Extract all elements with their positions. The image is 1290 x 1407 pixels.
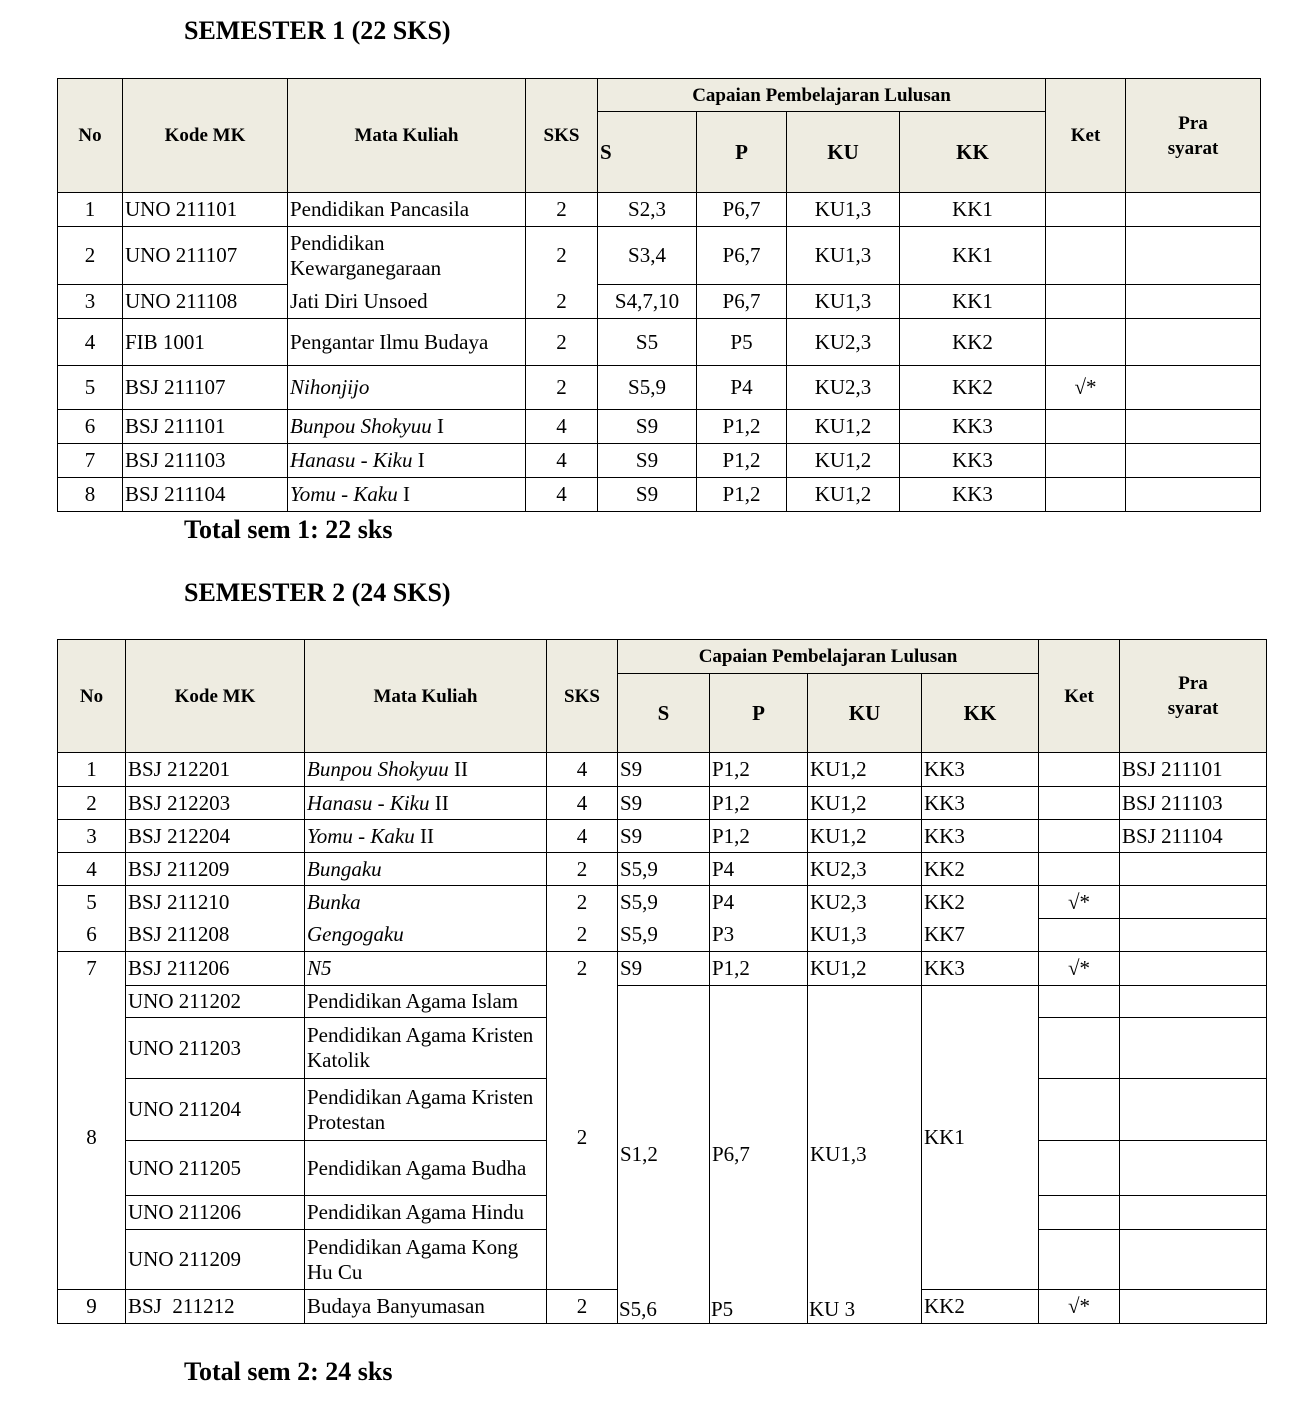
cell-kk: KK3 xyxy=(922,820,1039,853)
cell-s: S5 xyxy=(598,319,697,366)
cell-s: S3,4 xyxy=(598,227,697,285)
cell-pra xyxy=(1126,478,1261,512)
cell-s: S1,2 xyxy=(618,986,710,1324)
header-cpl: Capaian Pembelajaran Lulusan xyxy=(618,640,1039,674)
cell-no: 6 xyxy=(58,410,123,444)
cell-ku: KU1,3 xyxy=(787,227,900,285)
cell-kk: KK7 xyxy=(922,919,1039,952)
cell-mk: N5 xyxy=(305,952,547,986)
semester-2-heading: SEMESTER 2 (24 SKS) xyxy=(184,578,451,607)
cell-ket xyxy=(1039,986,1120,1018)
cell-kode: UNO 211205 xyxy=(126,1141,305,1196)
cell-kode: BSJ 211206 xyxy=(126,952,305,986)
header-kk: KK xyxy=(922,674,1039,753)
cell-kode: BSJ 211107 xyxy=(123,366,288,410)
cell-sks: 4 xyxy=(547,820,618,853)
cell-p: P1,2 xyxy=(710,753,808,787)
semester-1-table xyxy=(57,78,1261,512)
cell-ku: KU1,2 xyxy=(787,444,900,478)
mk-suffix: I xyxy=(431,414,444,438)
header-mata-kuliah: Mata Kuliah xyxy=(288,79,526,193)
cell-ku: KU1,2 xyxy=(787,410,900,444)
cell-mk: Pendidikan Agama Kristen Protestan xyxy=(305,1079,547,1141)
cell-s: S4,7,10 xyxy=(598,285,697,319)
cell-ket xyxy=(1046,444,1126,478)
row9-p-value: P5 xyxy=(711,1297,734,1321)
cell-kk: KK3 xyxy=(900,444,1046,478)
mk-suffix: I xyxy=(412,448,425,472)
cell-pra xyxy=(1120,1196,1267,1230)
cell-mk xyxy=(305,787,547,820)
table-row xyxy=(58,952,1267,986)
cell-pra xyxy=(1126,319,1261,366)
cell-sks: 2 xyxy=(526,285,598,319)
table-row xyxy=(58,787,1267,820)
cell-pra xyxy=(1126,444,1261,478)
cell-kode: UNO 211101 xyxy=(123,193,288,227)
cell-ku: KU2,3 xyxy=(787,366,900,410)
cell-pra xyxy=(1120,919,1267,952)
header-kode-mk: Kode MK xyxy=(126,640,305,753)
cell-no: 7 xyxy=(58,444,123,478)
cell-kk: KK1 xyxy=(922,986,1039,1290)
cell-ket xyxy=(1039,1196,1120,1230)
cell-pra xyxy=(1120,1290,1267,1324)
cell-kode: BSJ 211209 xyxy=(126,853,305,886)
cell-pra xyxy=(1120,986,1267,1018)
header-p: P xyxy=(710,674,808,753)
cell-mk: Budaya Banyumasan xyxy=(305,1290,547,1324)
cell-ket xyxy=(1039,820,1120,853)
cell-ket xyxy=(1039,1018,1120,1079)
cell-sks: 2 xyxy=(526,193,598,227)
cell-p: P3 xyxy=(710,919,808,952)
table-row xyxy=(58,853,1267,886)
cell-s: S9 xyxy=(598,478,697,512)
cell-ket: √* xyxy=(1039,886,1120,919)
cell-no: 1 xyxy=(58,193,123,227)
cell-mk: Pendidikan Agama Kong Hu Cu xyxy=(305,1230,547,1290)
cell-ku: KU1,2 xyxy=(787,478,900,512)
cell-p: P1,2 xyxy=(710,952,808,986)
cell-kk: KK2 xyxy=(900,319,1046,366)
cell-p: P5 xyxy=(697,319,787,366)
header-cpl: Capaian Pembelajaran Lulusan xyxy=(598,79,1046,112)
cell-p: P6,7 xyxy=(697,285,787,319)
cell-p: P6,7 xyxy=(697,227,787,285)
cell-sks: 4 xyxy=(526,444,598,478)
mk-italic: Hanasu - Kiku xyxy=(290,448,413,472)
header-s: S xyxy=(598,112,697,193)
cell-kk: KK1 xyxy=(900,227,1046,285)
cell-sks: 2 xyxy=(526,319,598,366)
header-pra-line2: syarat xyxy=(1167,698,1219,719)
cell-kode: UNO 211206 xyxy=(126,1196,305,1230)
cell-ku: KU1,2 xyxy=(808,952,922,986)
header-prasyarat xyxy=(1120,640,1267,753)
semester-2-body xyxy=(58,753,1267,1324)
cell-ket xyxy=(1046,285,1126,319)
cell-no: 2 xyxy=(58,787,126,820)
mk-suffix: I xyxy=(397,482,410,506)
semester-1-heading: SEMESTER 1 (22 SKS) xyxy=(184,16,451,45)
mk-italic: Yomu - Kaku xyxy=(307,823,415,848)
cell-no: 8 xyxy=(58,986,126,1290)
cell-p: P6,7 xyxy=(697,193,787,227)
cell-p: P4 xyxy=(697,366,787,410)
cell-sks: 2 xyxy=(547,919,618,952)
cell-ku: KU1,3 xyxy=(808,986,922,1324)
cell-no: 4 xyxy=(58,319,123,366)
row9-ku-value: KU 3 xyxy=(809,1297,856,1321)
semester-1-total: Total sem 1: 22 sks xyxy=(184,515,393,544)
cell-s: S9 xyxy=(598,444,697,478)
cell-s: S5,9 xyxy=(618,886,710,919)
cell-no: 6 xyxy=(58,919,126,952)
cell-ku: KU1,2 xyxy=(808,753,922,787)
cell-mk: Pendidikan Agama Kristen Katolik xyxy=(305,1018,547,1079)
header-kode-mk: Kode MK xyxy=(123,79,288,193)
cell-kode: UNO 211203 xyxy=(126,1018,305,1079)
cell-kode: UNO 211204 xyxy=(126,1079,305,1141)
cell-ket xyxy=(1046,410,1126,444)
header-ket: Ket xyxy=(1046,79,1126,193)
cell-ku: KU1,3 xyxy=(787,193,900,227)
cell-pra xyxy=(1120,1079,1267,1141)
cell-kode: BSJ 211103 xyxy=(123,444,288,478)
cell-sks: 2 xyxy=(547,1290,618,1324)
cell-s: S9 xyxy=(598,410,697,444)
table-row xyxy=(58,227,1261,285)
cell-pra xyxy=(1120,1018,1267,1079)
cell-kk: KK3 xyxy=(922,952,1039,986)
cell-sks: 4 xyxy=(526,410,598,444)
mk-italic: Bunpou Shokyuu xyxy=(307,757,449,781)
cell-ku: KU1,3 xyxy=(808,919,922,952)
semester-2-total: Total sem 2: 24 sks xyxy=(184,1357,393,1386)
cell-kk: KK1 xyxy=(900,193,1046,227)
cell-kk: KK3 xyxy=(922,787,1039,820)
cell-no: 7 xyxy=(58,952,126,986)
cell-s: S5,9 xyxy=(598,366,697,410)
table-row xyxy=(58,478,1261,512)
table-row xyxy=(58,285,1261,319)
mk-suffix: II xyxy=(448,757,468,781)
cell-ku: KU2,3 xyxy=(787,319,900,366)
cell-kode: UNO 211209 xyxy=(126,1230,305,1290)
table-row xyxy=(58,319,1261,366)
cell-kode: BSJ 211210 xyxy=(126,886,305,919)
cell-pra xyxy=(1120,1230,1267,1290)
cell-sks: 2 xyxy=(526,227,598,285)
cell-kode: BSJ 211104 xyxy=(123,478,288,512)
cell-pra xyxy=(1126,366,1261,410)
cell-mk: Gengogaku xyxy=(305,919,547,952)
table-row xyxy=(58,886,1267,919)
cell-no: 1 xyxy=(58,753,126,787)
header-ku: KU xyxy=(787,112,900,193)
table-row xyxy=(58,986,1267,1018)
cell-mk: Pendidikan Agama Islam xyxy=(305,986,547,1018)
semester-2-table xyxy=(57,639,1267,1324)
cell-s: S9 xyxy=(618,952,710,986)
table-row xyxy=(58,410,1261,444)
cell-ket xyxy=(1039,919,1120,952)
cell-mk xyxy=(305,753,547,787)
header-p: P xyxy=(697,112,787,193)
cell-no: 9 xyxy=(58,1290,126,1324)
header-pra-line1: Pra xyxy=(1178,112,1208,134)
cell-ket xyxy=(1046,319,1126,366)
table-row xyxy=(58,444,1261,478)
cell-no: 3 xyxy=(58,285,123,319)
cell-mk xyxy=(288,410,526,444)
cell-ku: KU1,3 xyxy=(787,285,900,319)
cell-mk xyxy=(305,820,547,853)
cell-kk: KK2 xyxy=(922,886,1039,919)
cell-sks: 2 xyxy=(547,952,618,986)
cell-mk xyxy=(288,444,526,478)
cell-p: P4 xyxy=(710,886,808,919)
header-ku: KU xyxy=(808,674,922,753)
cell-ket xyxy=(1046,193,1126,227)
cell-s: S9 xyxy=(618,753,710,787)
cell-sks: 2 xyxy=(547,886,618,919)
cell-ket xyxy=(1039,753,1120,787)
cell-kode: BSJ 212203 xyxy=(126,787,305,820)
table-row xyxy=(58,753,1267,787)
header-prasyarat xyxy=(1126,79,1261,193)
cell-no: 5 xyxy=(58,886,126,919)
cell-p: P1,2 xyxy=(697,444,787,478)
cell-no: 5 xyxy=(58,366,123,410)
cell-no: 8 xyxy=(58,478,123,512)
cell-p: P4 xyxy=(710,853,808,886)
cell-p: P6,7 xyxy=(710,986,808,1324)
cell-ket: √* xyxy=(1039,1290,1120,1324)
cell-mk xyxy=(288,478,526,512)
cell-s: S2,3 xyxy=(598,193,697,227)
cell-p: P1,2 xyxy=(697,478,787,512)
cell-kode: BSJ 211101 xyxy=(123,410,288,444)
cell-kk: KK2 xyxy=(900,366,1046,410)
cell-kode: BSJ 212201 xyxy=(126,753,305,787)
cell-pra xyxy=(1126,285,1261,319)
cell-pra xyxy=(1120,952,1267,986)
cell-p: P1,2 xyxy=(697,410,787,444)
cell-mk: Pendidikan Kewarganegaraan xyxy=(288,227,526,285)
cell-mk: Pendidikan Pancasila xyxy=(288,193,526,227)
cell-ket xyxy=(1039,1079,1120,1141)
cell-ku: KU1,2 xyxy=(808,787,922,820)
cell-sks: 4 xyxy=(547,753,618,787)
header-s: S xyxy=(618,674,710,753)
cell-s: S9 xyxy=(618,820,710,853)
cell-ket xyxy=(1046,478,1126,512)
cell-no: 2 xyxy=(58,227,123,285)
cell-kk: KK3 xyxy=(900,410,1046,444)
cell-ku: KU1,2 xyxy=(808,820,922,853)
cell-p: P1,2 xyxy=(710,820,808,853)
cell-no: 4 xyxy=(58,853,126,886)
mk-suffix: II xyxy=(429,790,449,815)
cell-kode: BSJ 211208 xyxy=(126,919,305,952)
cell-s: S5,9 xyxy=(618,853,710,886)
cell-kk: KK3 xyxy=(922,753,1039,787)
cell-pra: BSJ 211101 xyxy=(1120,753,1267,787)
cell-pra: BSJ 211104 xyxy=(1120,820,1267,853)
header-mata-kuliah: Mata Kuliah xyxy=(305,640,547,753)
cell-kode: BSJ 212204 xyxy=(126,820,305,853)
mk-italic: Yomu - Kaku xyxy=(290,482,398,506)
cell-s: S5,9 xyxy=(618,919,710,952)
cell-kk: KK3 xyxy=(900,478,1046,512)
mk-suffix: II xyxy=(414,823,434,848)
cell-ket: √* xyxy=(1046,366,1126,410)
cell-p: P1,2 xyxy=(710,787,808,820)
cell-pra xyxy=(1126,227,1261,285)
cell-mk: Jati Diri Unsoed xyxy=(288,285,526,319)
mk-italic: Bunpou Shokyuu xyxy=(290,414,432,438)
header-sks: SKS xyxy=(526,79,598,193)
cell-s: S9 xyxy=(618,787,710,820)
cell-mk: Pendidikan Agama Hindu xyxy=(305,1196,547,1230)
cell-pra xyxy=(1126,410,1261,444)
cell-kode: FIB 1001 xyxy=(123,319,288,366)
header-no: No xyxy=(58,79,123,193)
table-row xyxy=(58,193,1261,227)
cell-mk: Bunka xyxy=(305,886,547,919)
header-sks: SKS xyxy=(547,640,618,753)
mk-italic: Hanasu - Kiku xyxy=(307,790,430,815)
header-pra-line1: Pra xyxy=(1178,673,1208,694)
header-no: No xyxy=(58,640,126,753)
cell-ket xyxy=(1039,1230,1120,1290)
header-ket: Ket xyxy=(1039,640,1120,753)
cell-ket xyxy=(1046,227,1126,285)
cell-ket xyxy=(1039,1141,1120,1196)
cell-mk: Pendidikan Agama Budha xyxy=(305,1141,547,1196)
cell-mk: Bungaku xyxy=(305,853,547,886)
cell-mk: Nihonjijo xyxy=(288,366,526,410)
cell-sks: 4 xyxy=(526,478,598,512)
cell-pra xyxy=(1120,853,1267,886)
cell-pra xyxy=(1126,193,1261,227)
cell-sks: 2 xyxy=(526,366,598,410)
cell-pra xyxy=(1120,1141,1267,1196)
cell-ket xyxy=(1039,853,1120,886)
cell-sks: 4 xyxy=(547,787,618,820)
cell-sks: 2 xyxy=(547,853,618,886)
cell-ku: KU2,3 xyxy=(808,853,922,886)
table-row xyxy=(58,820,1267,853)
cell-kode: UNO 211107 xyxy=(123,227,288,285)
cell-kk: KK1 xyxy=(900,285,1046,319)
header-pra-line2: syarat xyxy=(1167,137,1219,159)
cell-ku: KU2,3 xyxy=(808,886,922,919)
table-row xyxy=(58,366,1261,410)
cell-kode: UNO 211108 xyxy=(123,285,288,319)
cell-ket: √* xyxy=(1039,952,1120,986)
cell-kode: BSJ 211212 xyxy=(126,1290,305,1324)
cell-kk: KK2 xyxy=(922,1290,1039,1324)
cell-mk: Pengantar Ilmu Budaya xyxy=(288,319,526,366)
cell-sks: 2 xyxy=(547,986,618,1290)
semester-1-body xyxy=(58,193,1261,512)
cell-ket xyxy=(1039,787,1120,820)
row9-s-value: S5,6 xyxy=(619,1297,657,1321)
cell-pra xyxy=(1120,886,1267,919)
cell-kode: UNO 211202 xyxy=(126,986,305,1018)
cell-pra: BSJ 211103 xyxy=(1120,787,1267,820)
cell-no: 3 xyxy=(58,820,126,853)
header-kk: KK xyxy=(900,112,1046,193)
table-row xyxy=(58,919,1267,952)
cell-kk: KK2 xyxy=(922,853,1039,886)
